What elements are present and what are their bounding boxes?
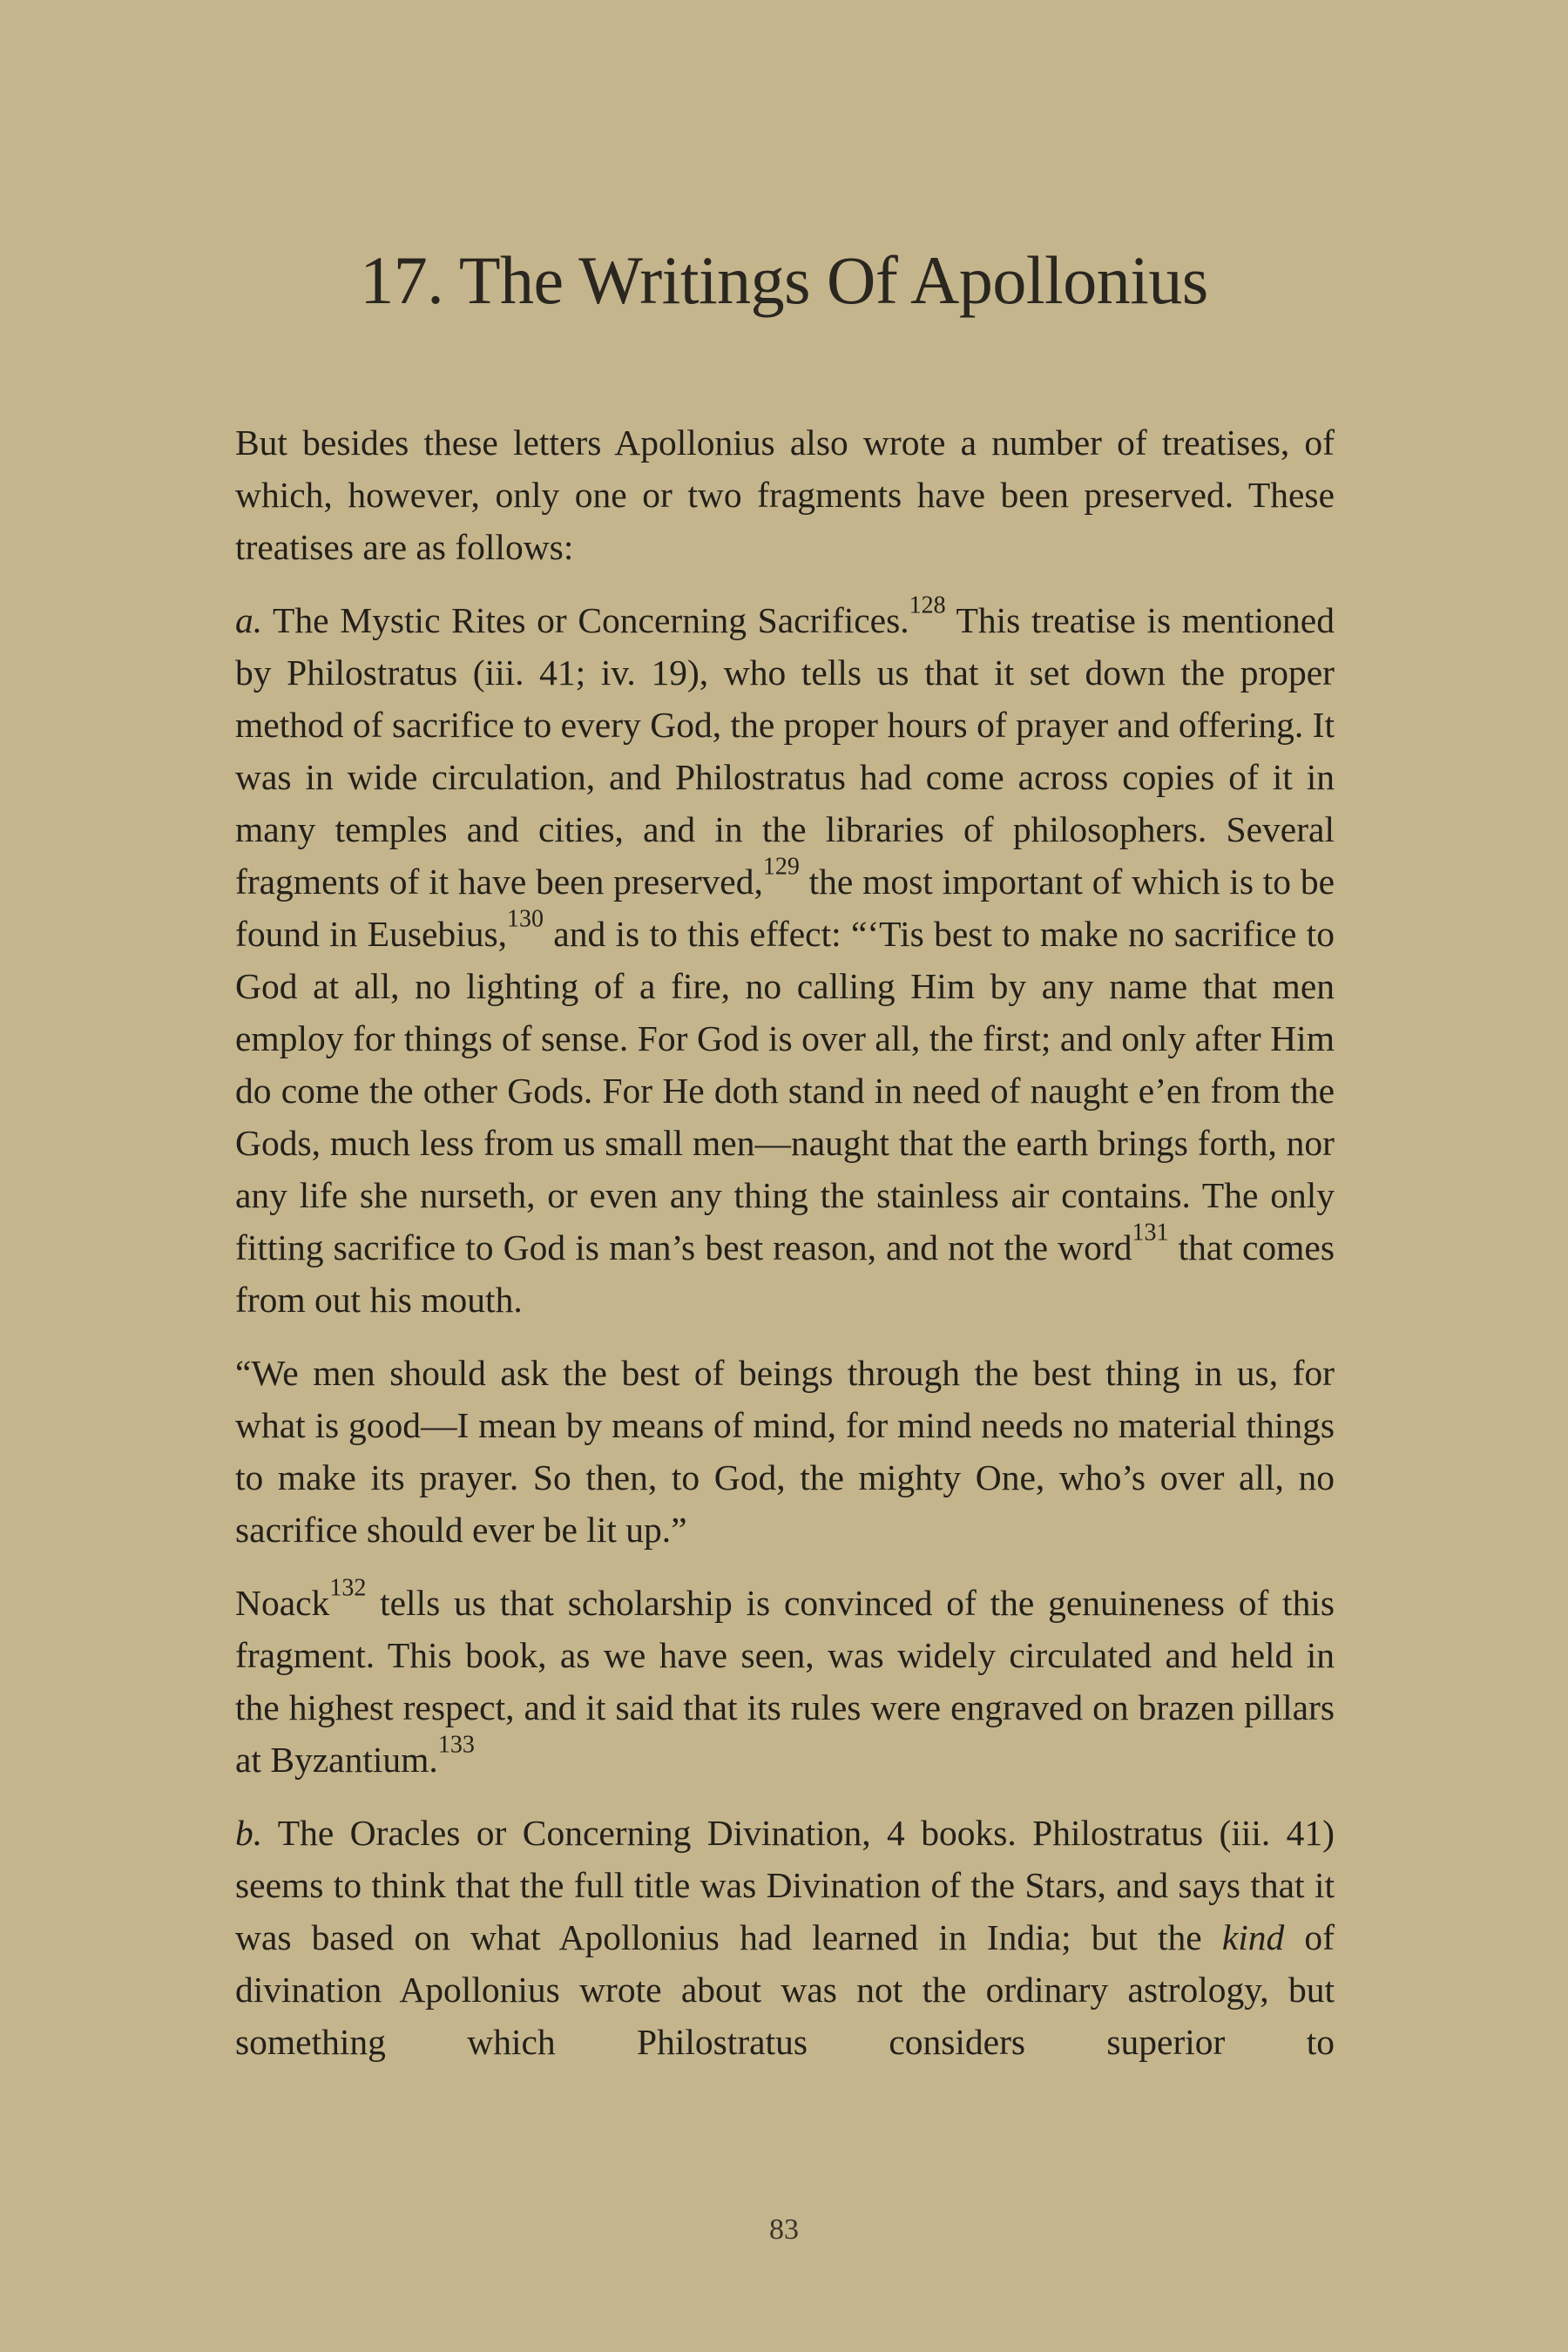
footnote-ref-129[interactable]: 129 <box>762 853 800 881</box>
item-label-b: b. <box>235 1813 263 1853</box>
paragraph-noack <box>235 1574 1335 1786</box>
item-a-text-2: This treatise is mentioned by Philostratus (iii. 41; iv. 19), who tells us that it set down the proper method of sacrifice to every God, the proper hours of prayer and offering. It was in wide circulation, and Philostratus had come across copies of it in many temples and cities, and in the libraries of philosophers. Several fragments of it have been preserved, <box>235 600 1335 902</box>
item-b-text-2: of divination Apollonius wrote about was not the ordinary astrology, but something which Philostratus considers superior to <box>235 1917 1335 2062</box>
chapter-title: 17. The Writings Of Apollonius <box>360 242 1208 318</box>
footnote-ref-128[interactable]: 128 <box>909 591 946 619</box>
item-label-a: a. <box>235 600 263 640</box>
footnote-ref-131[interactable]: 131 <box>1132 1219 1169 1247</box>
footnote-ref-130[interactable]: 130 <box>506 905 544 933</box>
item-b-text-1: The Oracles or Concerning Divination, 4 books. Philostratus (iii. 41) seems to think that the full title was Divination of the Stars, and says that it was based on what Apollonius had learned in India; but the <box>235 1813 1335 1957</box>
paragraph-intro: But besides these letters Apollonius also wrote a number of treatises, of which, however, only one or two fragments have been preserved. These treatises are as follows: <box>235 422 1335 567</box>
paragraph-item-a <box>235 591 1335 1326</box>
footnote-ref-133[interactable]: 133 <box>437 1731 475 1759</box>
paragraph-item-b <box>235 1807 1335 2068</box>
emphasis-kind: kind <box>1221 1917 1285 1957</box>
item-a-text-5: that comes from out his mouth. <box>235 1227 1335 1320</box>
paragraph-quote: “We men should ask the best of beings through the best thing in us, for what is good—I mean by means of mind, for mind needs no material things to make its prayer. So then, to God, the mighty One, who’s over all, no sacrifice should ever be lit up.” <box>235 1353 1335 1550</box>
item-a-text-4: and is to this effect: “‘Tis best to make no sacrifice to God at all, no lighting of a fire, no calling Him by any name that men employ for things of sense. For God is over all, the first; and only after Him do come the other Gods. For He doth stand in need of naught e’en from the Gods, much less from us small men—naught that the earth brings forth, nor any life she nurseth, or even any thing the stainless air contains. The only fitting sacrifice to God is man’s best reason, and not the word <box>235 914 1335 1267</box>
noack-text-1: Noack <box>235 1583 330 1623</box>
noack-text-2: tells us that scholarship is convinced of the genuineness of this fragment. This book, as we have seen, was widely circulated and held in the highest respect, and it said that its rules were engraved on brazen pillars at Byzantium. <box>235 1583 1335 1780</box>
body-text <box>235 416 1335 2089</box>
footnote-ref-132[interactable]: 132 <box>329 1574 367 1602</box>
page-number: 83 <box>769 2213 799 2246</box>
item-a-text-1: The Mystic Rites or Concerning Sacrifices. <box>262 600 909 640</box>
item-a-text-3: the most important of which is to be found in Eusebius, <box>235 862 1335 954</box>
